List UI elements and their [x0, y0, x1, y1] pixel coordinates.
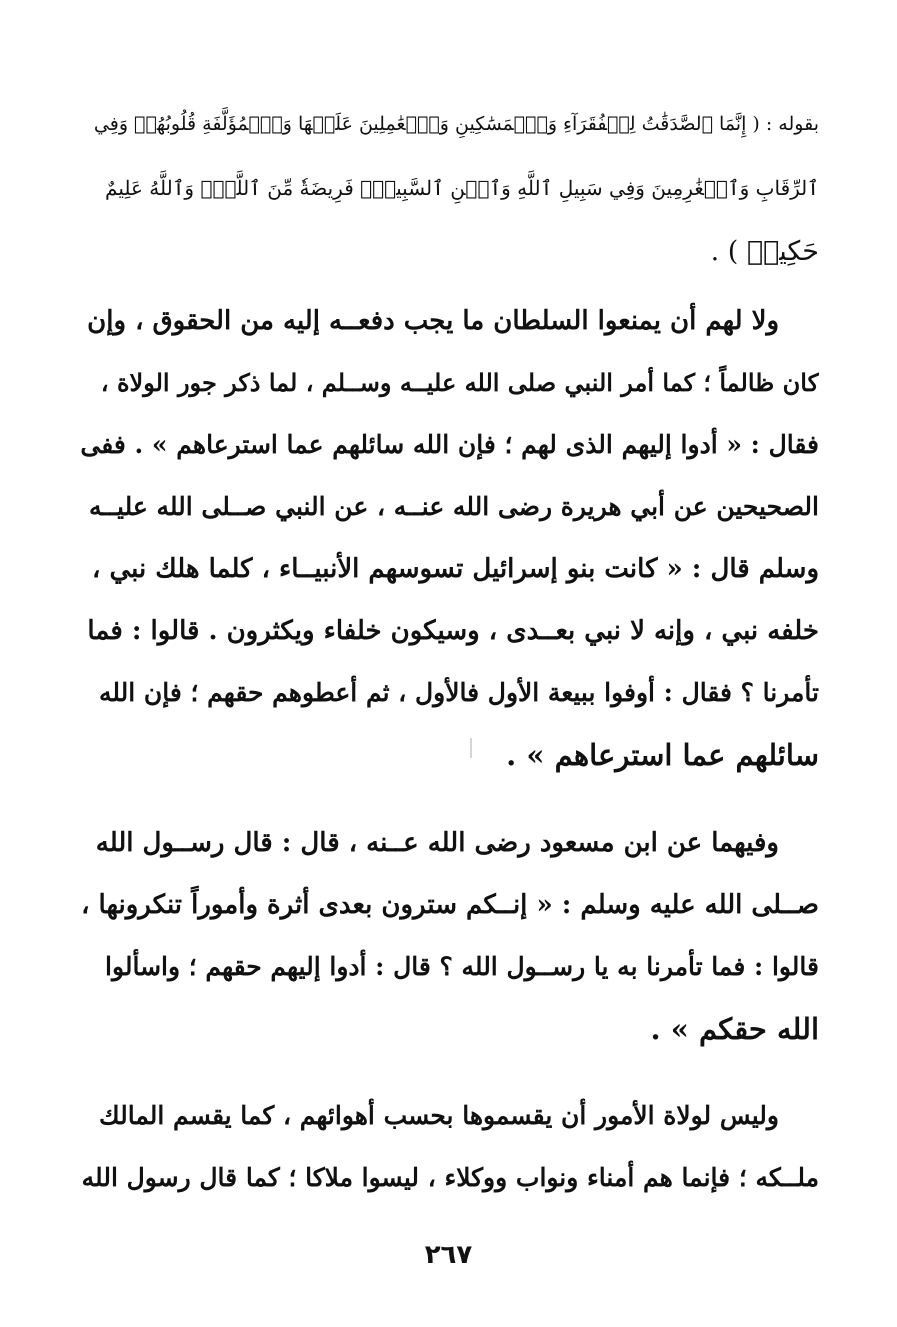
paragraph-2-line: صــلى الله عليه وسلم : « إنــكم سترون بعدى أثرة وأموراً تنكرونها ،: [81, 890, 819, 920]
paragraph-1-line: فقال : « أدوا إليهم الذى لهم ؛ فإن الله سائلهم عما استرعاهم » . ففى: [80, 430, 819, 459]
page-number: ٢٦٧: [424, 1240, 473, 1270]
verse-line-2: ٱلرِّقَابِ وَٱلۡغَٰرِمِينَ وَفِي سَبِيلِ ٱللَّهِ وَٱبۡنِ ٱلسَّبِيلِۖ فَرِيضَةٗ مِّنَ ٱللَّهِۗ وَٱللَّهُ عَلِيمٌ: [105, 176, 819, 200]
scan-mark: [470, 738, 472, 758]
paragraph-3-line: ملــكه ؛ فإنما هم أمناء ونواب ووكلاء ، ليسوا ملاكا ؛ كما قال رسول الله: [81, 1163, 819, 1192]
paragraph-1: [79, 290, 819, 786]
verse-line-1: بقوله : ( إِنَّمَا ٱلصَّدَقَٰتُ لِلۡفُقَرَآءِ وَٱلۡمَسَٰكِينِ وَٱلۡعَٰمِلِينَ عَلَيۡهَا وَٱلۡمُؤَلَّفَةِ قُلُوبُهُمۡ وَفِي: [93, 113, 819, 135]
paragraph-1-line: تأمرنا ؟ فقال : أوفوا ببيعة الأول فالأول ، ثم أعطوهم حقهم ؛ فإن الله: [98, 678, 819, 707]
paragraph-2-line: قالوا : فما تأمرنا به يا رســول الله ؟ قال : أدوا إليهم حقهم ؛ واسألوا: [105, 952, 819, 981]
paragraph-1-line: ولا لهم أن يمنعوا السلطان ما يجب دفعــه إليه من الحقوق ، وإن: [87, 306, 779, 336]
paragraph-1-line: كان ظالماً ؛ كما أمر النبي صلى الله عليــه وســلم ، لما ذكر جور الولاة ،: [100, 368, 819, 397]
paragraph-2-line: وفيهما عن ابن مسعود رضى الله عــنه ، قال : قال رســول الله: [95, 828, 779, 858]
paragraph-1-line: خلفه نبي ، وإنه لا نبي بعــدى ، وسيكون خلفاء ويكثرون . قالوا : فما: [87, 616, 819, 646]
paragraph-2: [79, 812, 819, 1060]
paragraph-2-line: الله حقكم » .: [650, 1012, 819, 1046]
paragraph-1-line: وسلم قال : « كانت بنو إسرائيل تسوسهم الأنبيــاء ، كلما هلك نبي ،: [92, 554, 819, 584]
paragraph-3-line: وليس لولاة الأمور أن يقسموها بحسب أهوائهم ، كما يقسم المالك: [99, 1101, 779, 1130]
verse-line-3: حَكِيمٞ ) .: [710, 236, 819, 267]
paragraph-3: [79, 1085, 819, 1209]
quran-verse-block: [79, 92, 819, 284]
paragraph-1-line: الصحيحين عن أبي هريرة رضى الله عنــه ، عن النبي صــلى الله عليــه: [88, 492, 819, 521]
paragraph-1-line: سائلهم عما استرعاهم » .: [506, 738, 819, 772]
